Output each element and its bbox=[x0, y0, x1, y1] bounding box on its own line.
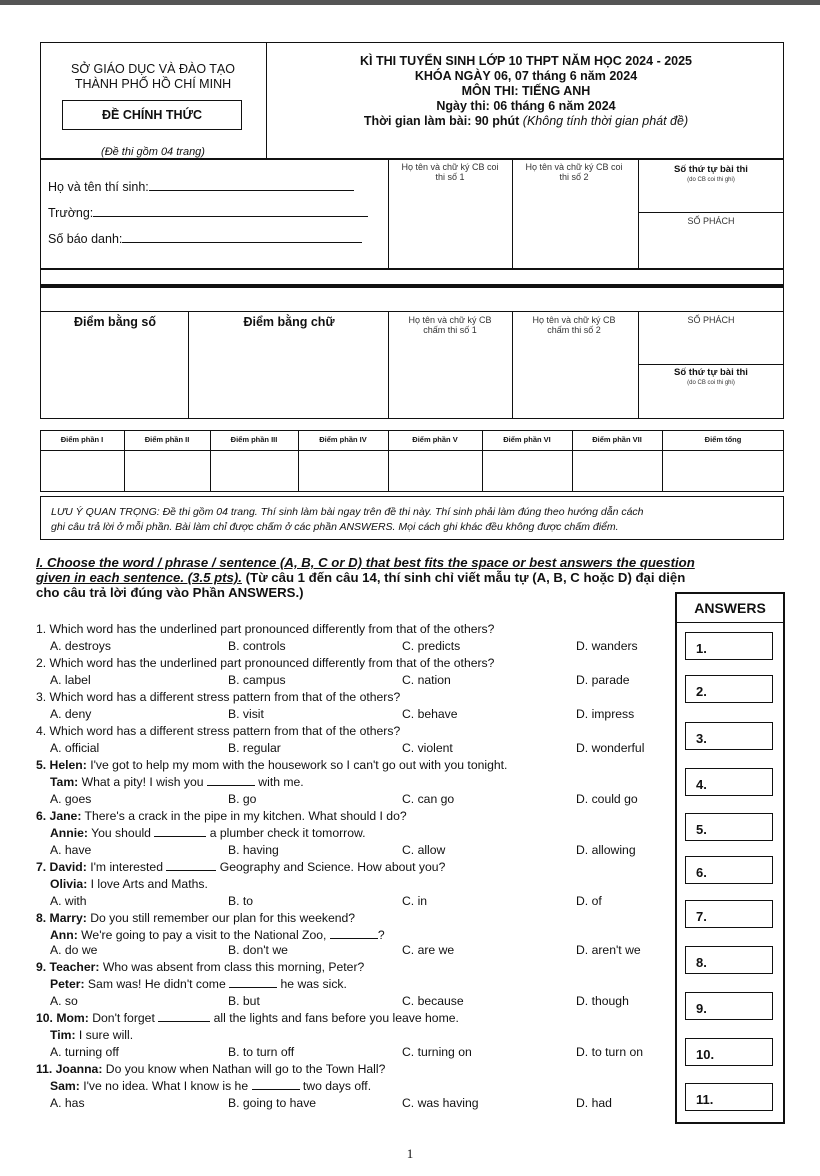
question-3: 3. Which word has a different stress pattern from that of the others? bbox=[36, 690, 401, 704]
candidate-school-label: Trường: bbox=[48, 206, 94, 220]
candidate-divider-1 bbox=[388, 158, 389, 270]
q7-speaker-2: Olivia: bbox=[50, 877, 88, 891]
important-notice bbox=[40, 496, 784, 540]
q2-option-d: D. parade bbox=[576, 673, 630, 687]
q10-option-a: A. turning off bbox=[50, 1045, 119, 1059]
q10-option-d: D. to turn on bbox=[576, 1045, 644, 1059]
q8-speaker-1: 8. Marry: bbox=[36, 911, 87, 925]
q1-option-a: A. destroys bbox=[50, 639, 111, 653]
answer-box-10[interactable] bbox=[685, 1038, 773, 1066]
answer-label-11: 11. bbox=[696, 1092, 714, 1107]
q9-blank bbox=[229, 987, 277, 988]
q1-option-c: C. predicts bbox=[402, 639, 461, 653]
candidate-school-row bbox=[48, 206, 368, 220]
q3-option-d: D. impress bbox=[576, 707, 635, 721]
proctor1-label: Họ tên và chữ ký CB coi thi số 1 bbox=[401, 162, 499, 182]
question-2: 2. Which word has the underlined part pronounced differently from that of the others? bbox=[36, 656, 495, 670]
q11-option-b: B. going to have bbox=[228, 1096, 317, 1110]
q10-option-c: C. turning on bbox=[402, 1045, 472, 1059]
question-6 bbox=[36, 809, 407, 823]
q8-speaker-2: Ann: bbox=[50, 928, 78, 942]
grading-order-note: (do CB coi thi ghi) bbox=[687, 380, 735, 386]
q7-speaker-1: 7. David: bbox=[36, 860, 87, 874]
part-score-4: Điểm phần IV bbox=[319, 435, 367, 444]
question-9 bbox=[36, 960, 364, 974]
q6-line-2-post: a plumber check it tomorrow. bbox=[206, 826, 366, 840]
q4-option-a: A. official bbox=[50, 741, 100, 755]
official-exam-label: ĐỀ CHÍNH THỨC bbox=[102, 108, 202, 122]
answer-label-9: 9. bbox=[696, 1001, 707, 1016]
question-10 bbox=[36, 1011, 459, 1025]
q8-option-b: B. don't we bbox=[228, 943, 288, 957]
answer-box-1[interactable] bbox=[685, 632, 773, 660]
q9-line-2-pre: Sam was! He didn't come bbox=[84, 977, 230, 991]
q8-blank bbox=[330, 938, 378, 939]
exam-time-label: Thời gian làm bài: 90 phút bbox=[363, 114, 520, 128]
answer-label-7: 7. bbox=[696, 909, 707, 924]
grading-divider-3 bbox=[512, 311, 513, 419]
answer-label-10: 10. bbox=[696, 1047, 715, 1062]
grading-divider-1 bbox=[188, 311, 189, 419]
q11-option-a: A. has bbox=[50, 1096, 85, 1110]
candidate-school-field[interactable] bbox=[93, 216, 368, 217]
part-score-total: Điểm tổng bbox=[704, 435, 742, 444]
grading-box bbox=[40, 287, 784, 419]
grading-order-label: Số thứ tự bài thi bbox=[674, 367, 748, 378]
q5-line-1: I've got to help my mom with the housework so I can't go out with you tonight. bbox=[86, 758, 508, 772]
exam-time bbox=[268, 114, 784, 129]
q5-line-2-post: with me. bbox=[254, 775, 304, 789]
q5-blank bbox=[207, 785, 255, 786]
q11-line-1: Do you know when Nathan will go to the Town Hall? bbox=[102, 1062, 386, 1076]
candidate-name-row bbox=[48, 180, 354, 194]
q4-option-d: D. wonderful bbox=[576, 741, 645, 755]
q7-blank bbox=[166, 870, 216, 871]
exam-subject: MÔN THI: TIẾNG ANH bbox=[461, 84, 591, 98]
q5-speaker-1: 5. Helen: bbox=[36, 758, 87, 772]
q9-line-2-post: he was sick. bbox=[277, 977, 347, 991]
question-7 bbox=[36, 860, 445, 874]
answer-label-4: 4. bbox=[696, 777, 707, 792]
q11-speaker-1: 11. Joanna: bbox=[36, 1062, 103, 1076]
department-line1: SỞ GIÁO DỤC VÀ ĐÀO TẠO bbox=[71, 62, 235, 76]
exam-title-block bbox=[268, 54, 784, 129]
q6-line-2-pre: You should bbox=[87, 826, 155, 840]
department-line2: THÀNH PHỐ HỒ CHÍ MINH bbox=[74, 77, 232, 91]
q6-option-c: C. allow bbox=[402, 843, 446, 857]
candidate-divider-2 bbox=[512, 158, 513, 270]
q5-option-c: C. can go bbox=[402, 792, 455, 806]
question-7-reply bbox=[50, 877, 208, 891]
q4-option-c: C. violent bbox=[402, 741, 453, 755]
answer-label-5: 5. bbox=[696, 822, 707, 837]
q10-speaker-2: Tim: bbox=[50, 1028, 76, 1042]
q7-option-b: B. to bbox=[228, 894, 254, 908]
candidate-divider-3 bbox=[638, 158, 639, 270]
part-score-3: Điểm phần III bbox=[230, 435, 278, 444]
answer-box-3[interactable] bbox=[685, 722, 773, 750]
candidate-right-divider bbox=[638, 212, 784, 213]
q1-option-b: B. controls bbox=[228, 639, 286, 653]
q4-option-b: B. regular bbox=[228, 741, 281, 755]
answer-box-4[interactable] bbox=[685, 768, 773, 796]
q10-speaker-1: 10. Mom: bbox=[36, 1011, 89, 1025]
q11-line-2-pre: I've no idea. What I know is he bbox=[79, 1079, 252, 1093]
q3-option-c: C. behave bbox=[402, 707, 458, 721]
candidate-order-label: Số thứ tự bài thi bbox=[674, 164, 748, 175]
answer-box-2[interactable] bbox=[685, 675, 773, 703]
question-4: 4. Which word has a different stress pattern from that of the others? bbox=[36, 724, 401, 738]
grading-divider-2 bbox=[388, 311, 389, 419]
page-number: 1 bbox=[406, 1146, 414, 1161]
answer-box-7[interactable] bbox=[685, 900, 773, 928]
q7-line-1-post: Geography and Science. How about you? bbox=[216, 860, 446, 874]
q9-option-a: A. so bbox=[50, 994, 78, 1008]
question-8 bbox=[36, 911, 355, 925]
candidate-name-label: Họ và tên thí sinh: bbox=[48, 180, 149, 194]
q8-line-1: Do you still remember our plan for this weekend? bbox=[86, 911, 356, 925]
q7-option-c: C. in bbox=[402, 894, 428, 908]
grading-so-phach: SỐ PHÁCH bbox=[687, 315, 735, 325]
q11-option-d: D. had bbox=[576, 1096, 612, 1110]
q2-option-c: C. nation bbox=[402, 673, 451, 687]
question-5 bbox=[36, 758, 507, 772]
grader1-label: Họ tên và chữ ký CB chấm thi số 1 bbox=[408, 315, 492, 335]
q7-option-a: A. with bbox=[50, 894, 87, 908]
q6-option-a: A. have bbox=[50, 843, 92, 857]
notice-line2: ghi câu trả lời ở mỗi phần. Bài làm chỉ được chấm ở các phần ANSWERS. Mọi cách ghi khác đều không được chấm điểm. bbox=[51, 521, 619, 533]
answer-label-2: 2. bbox=[696, 684, 707, 699]
q7-line-1-pre: I'm interested bbox=[86, 860, 167, 874]
q11-option-c: C. was having bbox=[402, 1096, 479, 1110]
question-9-reply bbox=[50, 977, 347, 991]
candidate-name-field[interactable] bbox=[149, 190, 354, 191]
answers-title-line bbox=[675, 622, 785, 623]
question-6-reply bbox=[50, 826, 366, 840]
grading-divider-4 bbox=[638, 311, 639, 419]
answer-box-9[interactable] bbox=[685, 992, 773, 1020]
q11-blank bbox=[252, 1089, 300, 1090]
header-divider bbox=[266, 42, 267, 160]
part-score-2: Điểm phần II bbox=[144, 435, 190, 444]
q6-option-b: B. having bbox=[228, 843, 279, 857]
answer-label-8: 8. bbox=[696, 955, 707, 970]
q8-option-d: D. aren't we bbox=[576, 943, 641, 957]
question-1: 1. Which word has the underlined part pronounced differently from that of the others? bbox=[36, 622, 495, 636]
q7-line-2: I love Arts and Maths. bbox=[87, 877, 208, 891]
q6-option-d: D. allowing bbox=[576, 843, 636, 857]
candidate-id-field[interactable] bbox=[122, 242, 362, 243]
q9-speaker-1: 9. Teacher: bbox=[36, 960, 100, 974]
question-5-reply bbox=[50, 775, 304, 789]
viewer-top-bar bbox=[0, 0, 820, 5]
q10-option-b: B. to turn off bbox=[228, 1045, 295, 1059]
q1-option-d: D. wanders bbox=[576, 639, 638, 653]
q11-speaker-2: Sam: bbox=[50, 1079, 80, 1093]
official-exam-badge bbox=[62, 100, 242, 130]
q6-line-1: There's a crack in the pipe in my kitchen. What should I do? bbox=[81, 809, 407, 823]
section-heading-line1: I. Choose the word / phrase / sentence (A, B, C or D) that best fits the space or best answers the question bbox=[36, 555, 695, 570]
exam-time-note: (Không tính thời gian phát đề) bbox=[522, 114, 689, 128]
q8-option-c: C. are we bbox=[402, 943, 455, 957]
part-score-1: Điểm phần I bbox=[60, 435, 104, 444]
question-10-reply bbox=[50, 1028, 133, 1042]
q9-option-c: C. because bbox=[402, 994, 464, 1008]
q5-option-b: B. go bbox=[228, 792, 257, 806]
answer-box-11[interactable] bbox=[685, 1083, 773, 1111]
score-words-label: Điểm bằng chữ bbox=[243, 315, 335, 329]
section-heading-line2b: (Từ câu 1 đến câu 14, thí sinh chỉ viết mẫu tự (A, B, C hoặc D) đại diện bbox=[241, 570, 686, 585]
q5-option-d: D. could go bbox=[576, 792, 638, 806]
q8-line-2-pre: We're going to pay a visit to the National Zoo, bbox=[77, 928, 330, 942]
section-heading bbox=[36, 555, 695, 600]
notice-line1: LƯU Ý QUAN TRỌNG: Đề thi gồm 04 trang. Thí sinh làm bài ngay trên đề thi này. Thí sinh phải làm đúng theo hướng dẫn cách bbox=[51, 506, 644, 518]
exam-session: KHÓA NGÀY 06, 07 tháng 6 năm 2024 bbox=[414, 69, 638, 83]
q7-option-d: D. of bbox=[576, 894, 602, 908]
q2-option-b: B. campus bbox=[228, 673, 286, 687]
candidate-id-label: Số báo danh: bbox=[48, 232, 123, 246]
exam-title: KÌ THI TUYỂN SINH LỚP 10 THPT NĂM HỌC 2024 - 2025 bbox=[359, 54, 693, 68]
grading-right-divider bbox=[638, 364, 784, 365]
proctor2-label: Họ tên và chữ ký CB coi thi số 2 bbox=[525, 162, 623, 182]
answers-title: ANSWERS bbox=[694, 600, 766, 616]
q3-option-a: A. deny bbox=[50, 707, 92, 721]
grading-top-divider bbox=[40, 311, 784, 312]
candidate-order-note: (do CB coi thi ghi) bbox=[687, 177, 735, 183]
answer-box-6[interactable] bbox=[685, 856, 773, 884]
answer-label-6: 6. bbox=[696, 865, 707, 880]
q10-line-2: I sure will. bbox=[75, 1028, 134, 1042]
q11-line-2-post: two days off. bbox=[299, 1079, 372, 1093]
q10-blank bbox=[158, 1021, 210, 1022]
answer-label-1: 1. bbox=[696, 641, 707, 656]
q9-speaker-2: Peter: bbox=[50, 977, 85, 991]
q6-speaker-1: 6. Jane: bbox=[36, 809, 82, 823]
question-8-reply bbox=[50, 928, 385, 942]
department-name bbox=[42, 62, 264, 92]
part-scores-header-line bbox=[40, 450, 784, 451]
section-heading-line3: cho câu trả lời đúng vào Phần ANSWERS.) bbox=[36, 585, 304, 600]
q3-option-b: B. visit bbox=[228, 707, 264, 721]
candidate-id-row bbox=[48, 232, 362, 246]
q6-speaker-2: Annie: bbox=[50, 826, 88, 840]
part-score-7: Điểm phần VII bbox=[592, 435, 642, 444]
q9-line-1: Who was absent from class this morning, Peter? bbox=[99, 960, 365, 974]
answer-box-5[interactable] bbox=[685, 813, 773, 841]
exam-date: Ngày thi: 06 tháng 6 năm 2024 bbox=[436, 99, 616, 113]
q9-option-d: D. though bbox=[576, 994, 629, 1008]
q5-speaker-2: Tam: bbox=[50, 775, 79, 789]
q2-option-a: A. label bbox=[50, 673, 91, 687]
section-heading-line2a: given in each sentence. (3.5 pts). bbox=[36, 570, 242, 585]
q9-option-b: B. but bbox=[228, 994, 260, 1008]
candidate-so-phach: SỐ PHÁCH bbox=[687, 216, 735, 226]
q8-line-2-post: ? bbox=[377, 928, 385, 942]
question-11 bbox=[36, 1062, 385, 1076]
q5-line-2-pre: What a pity! I wish you bbox=[78, 775, 207, 789]
section-heading-line2 bbox=[36, 570, 695, 585]
part-score-6: Điểm phần VI bbox=[503, 435, 551, 444]
q6-blank bbox=[154, 836, 206, 837]
part-score-5: Điểm phần V bbox=[412, 435, 458, 444]
answer-label-3: 3. bbox=[696, 731, 707, 746]
q10-line-1-post: all the lights and fans before you leave home. bbox=[210, 1011, 459, 1025]
grader2-label: Họ tên và chữ ký CB chấm thi số 2 bbox=[532, 315, 616, 335]
answer-box-8[interactable] bbox=[685, 946, 773, 974]
q5-option-a: A. goes bbox=[50, 792, 92, 806]
score-number-label: Điểm bằng số bbox=[74, 315, 156, 329]
question-11-reply bbox=[50, 1079, 371, 1093]
pages-note: (Đề thi gồm 04 trang) bbox=[101, 146, 205, 158]
q8-option-a: A. do we bbox=[50, 943, 98, 957]
q10-line-1-pre: Don't forget bbox=[88, 1011, 159, 1025]
